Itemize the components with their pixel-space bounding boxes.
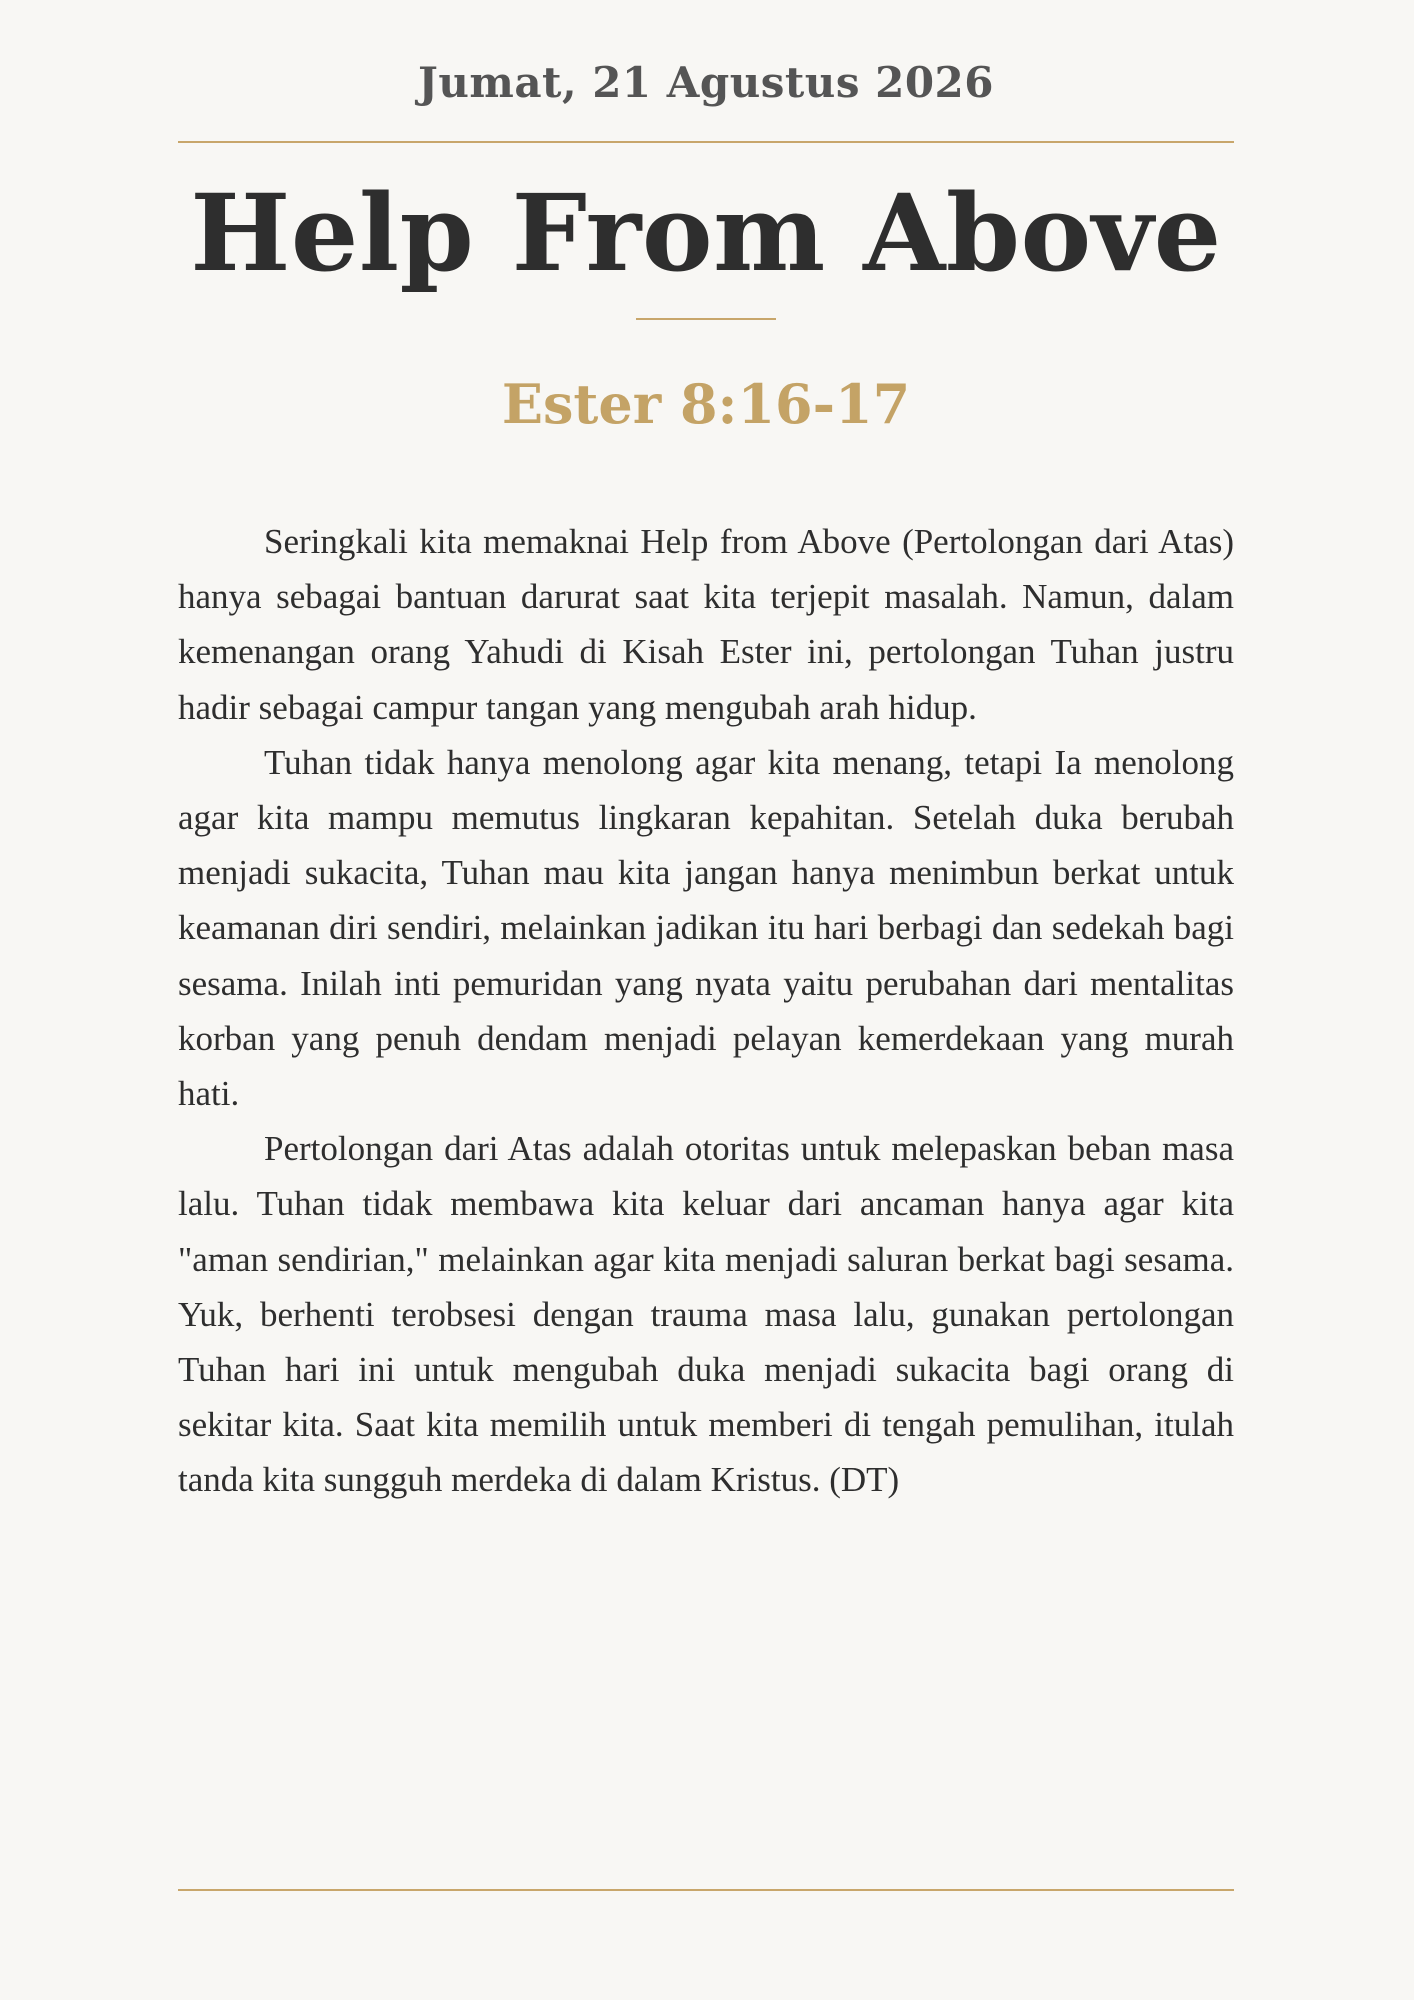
body-paragraph-2: Tuhan tidak hanya menolong agar kita menang, tetapi Ia menolong agar kita mampu memutus lingkaran kepahitan. Setelah duka berubah menjadi sukacita, Tuhan mau kita jangan hanya menimbun berkat untuk keamanan diri sendiri, melainkan jadikan itu hari berbagi dan sedekah bagi sesama. Inilah inti pemuridan yang nyata yaitu perubahan dari mentalitas korban yang penuh dendam menjadi pelayan kemerdekaan yang murah hati. [178, 742, 1234, 1114]
body-paragraph-3: Pertolongan dari Atas adalah otoritas untuk melepaskan beban masa lalu. Tuhan tidak membawa kita keluar dari ancaman hanya agar kita "aman sendirian," melainkan agar kita menjadi saluran berkat bagi sesama. Yuk, berhenti terobsesi dengan trauma masa lalu, gunakan pertolongan Tuhan hari ini untuk mengubah duka menjadi sukacita bagi orang di sekitar kita. Saat kita memilih untuk memberi di tengah pemulihan, itulah tanda kita sungguh merdeka di dalam Kristus. (DT) [178, 1129, 1234, 1500]
bottom-divider [178, 1889, 1234, 1891]
page-date: Jumat, 21 Agustus 2026 [417, 58, 994, 107]
scripture-reference: Ester 8:16-17 [501, 372, 911, 436]
body-paragraph-1: Seringkali kita memaknai Help from Above (Pertolongan dari Atas) hanya sebagai bantuan darurat saat kita terjepit masalah. Namun, dalam kemenangan orang Yahudi di Kisah Ester ini, pertolongan Tuhan justru hadir sebagai campur tangan yang mengubah arah hidup. [178, 522, 1234, 727]
top-divider [178, 141, 1234, 143]
page-title: Help From Above [190, 170, 1222, 295]
devotional-body [178, 514, 1234, 1508]
title-divider [636, 318, 776, 320]
devotional-page [178, 0, 1234, 2000]
